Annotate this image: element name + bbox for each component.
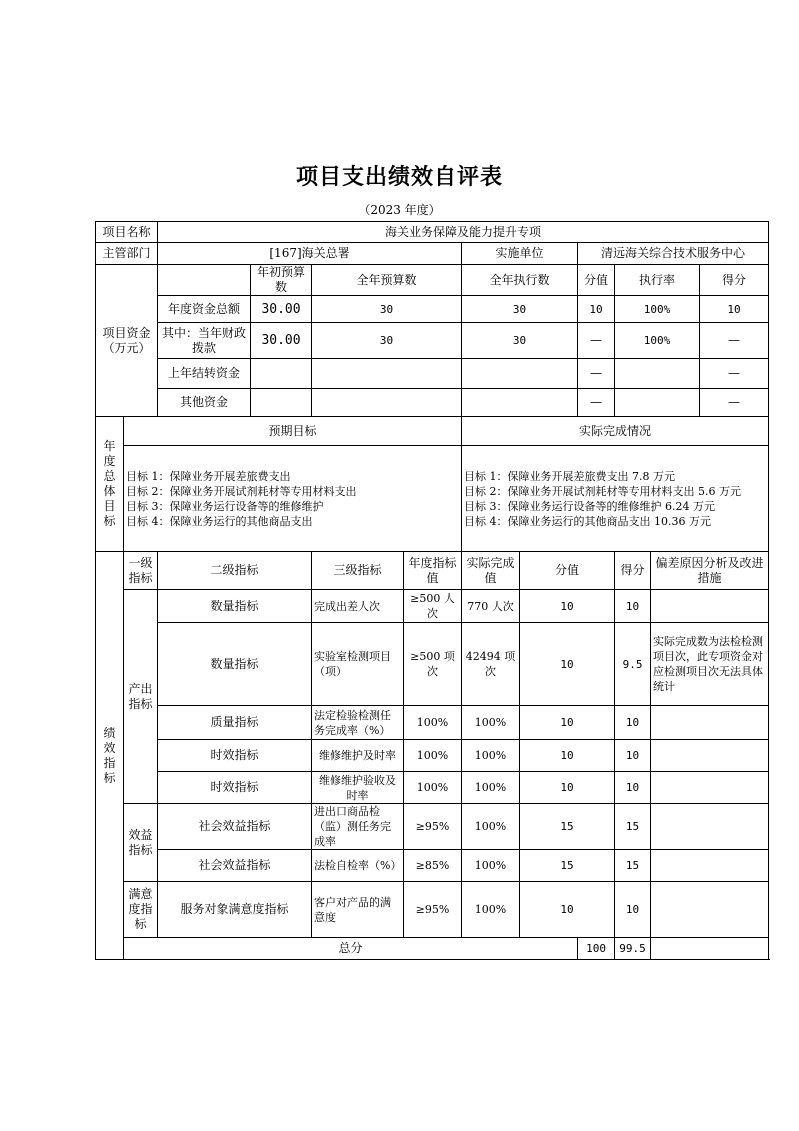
indicator-score: 10 — [615, 706, 651, 740]
indicator-value: 10 — [520, 772, 615, 804]
target-value: 100% — [404, 772, 462, 804]
actual-goals — [462, 446, 769, 552]
funds-initial — [251, 359, 312, 389]
expected-goals — [124, 446, 462, 552]
funds-rate: 100% — [615, 296, 700, 323]
indicator-value: 10 — [520, 590, 615, 623]
level3: 维修维护验收及时率 — [312, 772, 404, 804]
expected-goal: 目标 1：保障业务开展差旅费支出 — [126, 469, 291, 483]
level3: 实验室检测项目（项） — [312, 623, 404, 706]
funds-header: 年初预算数 — [251, 265, 312, 296]
deviation-note — [651, 590, 769, 623]
actual-value: 100% — [462, 706, 520, 740]
indicator-header: 实际完成值 — [462, 552, 520, 590]
indicator-header: 二级指标 — [158, 552, 312, 590]
total-score: 99.5 — [615, 938, 651, 960]
unit-value: 清远海关综合技术服务中心 — [578, 243, 769, 265]
actual-value: 100% — [462, 850, 520, 882]
level2: 时效指标 — [158, 740, 312, 772]
actual-value: 42494 项次 — [462, 623, 520, 706]
indicator-score: 15 — [615, 850, 651, 882]
expected-goal: 目标 4：保障业务运行的其他商品支出 — [126, 514, 313, 528]
target-value: ≥500 项次 — [404, 623, 462, 706]
funds-header: 分值 — [578, 265, 615, 296]
target-value: 100% — [404, 740, 462, 772]
funds-row-label: 其他资金 — [158, 389, 251, 417]
funds-annual — [312, 389, 462, 417]
level2: 服务对象满意度指标 — [158, 882, 312, 938]
level3: 维修维护及时率 — [312, 740, 404, 772]
indicator-value: 15 — [520, 804, 615, 850]
level1-output: 产出指标 — [124, 590, 158, 804]
actual-goals-header: 实际完成情况 — [462, 417, 769, 446]
level2: 质量指标 — [158, 706, 312, 740]
project-name: 海关业务保障及能力提升专项 — [158, 222, 769, 243]
deviation-note: 实际完成数为法检检测项目次，此专项资金对应检测项目次无法具体统计 — [651, 623, 769, 706]
goals-section-label: 年度总体目标 — [96, 417, 124, 552]
actual-value: 100% — [462, 740, 520, 772]
dept-value: [167]海关总署 — [158, 243, 462, 265]
indicator-value: 10 — [520, 740, 615, 772]
funds-header-blank — [158, 265, 251, 296]
level1-benefit: 效益指标 — [124, 804, 158, 882]
indicator-score: 10 — [615, 772, 651, 804]
funds-score-value: — — [578, 359, 615, 389]
funds-initial — [251, 389, 312, 417]
total-note-blank — [651, 938, 769, 960]
indicator-score: 10 — [615, 590, 651, 623]
level2: 时效指标 — [158, 772, 312, 804]
target-value: ≥95% — [404, 882, 462, 938]
level3: 法检自检率（%） — [312, 850, 404, 882]
indicator-score: 9.5 — [615, 623, 651, 706]
level1-satisfaction: 满意度指标 — [124, 882, 158, 938]
actual-value: 100% — [462, 882, 520, 938]
funds-rate: 100% — [615, 323, 700, 359]
funds-row-label: 上年结转资金 — [158, 359, 251, 389]
target-value: ≥85% — [404, 850, 462, 882]
target-value: ≥500 人次 — [404, 590, 462, 623]
level3: 客户对产品的满意度 — [312, 882, 404, 938]
deviation-note — [651, 740, 769, 772]
indicator-value: 10 — [520, 882, 615, 938]
funds-header: 执行率 — [615, 265, 700, 296]
actual-value: 770 人次 — [462, 590, 520, 623]
indicator-header: 一级指标 — [124, 552, 158, 590]
indicator-header: 年度指标值 — [404, 552, 462, 590]
funds-rate — [615, 389, 700, 417]
deviation-note — [651, 772, 769, 804]
funds-initial: 30.00 — [251, 296, 312, 323]
deviation-note — [651, 882, 769, 938]
funds-header: 得分 — [700, 265, 769, 296]
funds-header: 全年执行数 — [462, 265, 578, 296]
funds-score-value: — — [578, 323, 615, 359]
dept-label: 主管部门 — [96, 243, 158, 265]
year-label: （2023 年度） — [358, 203, 441, 217]
unit-label: 实施单位 — [462, 243, 578, 265]
level3: 法定检验检测任务完成率（%） — [312, 706, 404, 740]
indicator-score: 10 — [615, 882, 651, 938]
indicator-header: 分值 — [520, 552, 615, 590]
funds-score-value: 10 — [578, 296, 615, 323]
expected-goal: 目标 2：保障业务开展试剂耗材等专用材料支出 — [126, 484, 357, 498]
project-name-label: 项目名称 — [96, 222, 158, 243]
deviation-note — [651, 706, 769, 740]
actual-goal: 目标 2：保障业务开展试剂耗材等专用材料支出 5.6 万元 — [464, 484, 741, 498]
actual-value: 100% — [462, 804, 520, 850]
expected-goals-header: 预期目标 — [124, 417, 462, 446]
funds-row-label: 年度资金总额 — [158, 296, 251, 323]
level2: 数量指标 — [158, 623, 312, 706]
indicator-header: 三级指标 — [312, 552, 404, 590]
funds-executed: 30 — [462, 296, 578, 323]
funds-executed — [462, 389, 578, 417]
funds-annual: 30 — [312, 323, 462, 359]
actual-goal: 目标 4：保障业务运行的其他商品支出 10.36 万元 — [464, 514, 711, 528]
funds-score: 10 — [700, 296, 769, 323]
indicator-score: 10 — [615, 740, 651, 772]
target-value: ≥95% — [404, 804, 462, 850]
funds-score: — — [700, 359, 769, 389]
funds-rate — [615, 359, 700, 389]
actual-goal: 目标 3：保障业务运行设备等的维修维护 6.24 万元 — [464, 499, 715, 513]
indicators-section-label: 绩效指标 — [96, 552, 124, 960]
funds-score: — — [700, 323, 769, 359]
indicator-header: 得分 — [615, 552, 651, 590]
funds-section-label: 项目资金（万元） — [96, 265, 158, 417]
indicator-value: 15 — [520, 850, 615, 882]
funds-row-label: 其中：当年财政拨款 — [158, 323, 251, 359]
deviation-note — [651, 804, 769, 850]
level3: 完成出差人次 — [312, 590, 404, 623]
indicator-score: 15 — [615, 804, 651, 850]
funds-score-value: — — [578, 389, 615, 417]
funds-annual: 30 — [312, 296, 462, 323]
funds-annual — [312, 359, 462, 389]
funds-executed: 30 — [462, 323, 578, 359]
expected-goal: 目标 3：保障业务运行设备等的维修维护 — [126, 499, 324, 513]
funds-score: — — [700, 389, 769, 417]
level3: 进出口商品检（监）测任务完成率 — [312, 804, 404, 850]
actual-value: 100% — [462, 772, 520, 804]
indicator-value: 10 — [520, 623, 615, 706]
performance-table — [95, 221, 769, 960]
target-value: 100% — [404, 706, 462, 740]
indicator-value: 10 — [520, 706, 615, 740]
indicator-header: 偏差原因分析及改进措施 — [651, 552, 769, 590]
funds-executed — [462, 359, 578, 389]
deviation-note — [651, 850, 769, 882]
total-label: 总分 — [124, 938, 578, 960]
page-title: 项目支出绩效自评表 — [295, 164, 503, 190]
level2: 数量指标 — [158, 590, 312, 623]
funds-header: 全年预算数 — [312, 265, 462, 296]
funds-initial: 30.00 — [251, 323, 312, 359]
level2: 社会效益指标 — [158, 850, 312, 882]
level2: 社会效益指标 — [158, 804, 312, 850]
total-value: 100 — [578, 938, 615, 960]
actual-goal: 目标 1：保障业务开展差旅费支出 7.8 万元 — [464, 469, 675, 483]
